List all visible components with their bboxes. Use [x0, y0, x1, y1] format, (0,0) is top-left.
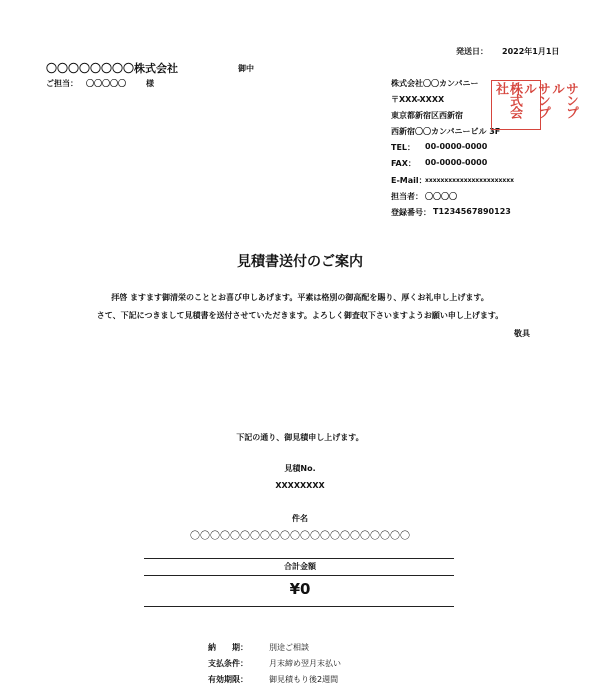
sender-person: 〇〇〇〇 — [425, 192, 457, 201]
sender-address-1: 東京都新宿区西新宿 — [391, 111, 463, 120]
payment-value: 月末締め翌月末払い — [269, 659, 341, 668]
seal-column: サンプル — [549, 82, 578, 118]
payment-label: 支払条件： — [208, 659, 248, 668]
company-seal-stamp — [491, 80, 578, 130]
seal-column: 株式会社 — [493, 82, 522, 118]
sender-email-label: E-Mail： — [391, 176, 427, 185]
total-label: 合計金額 — [284, 562, 316, 571]
recipient-honorific: 御中 — [238, 64, 254, 73]
sender-fax-label: FAX： — [391, 159, 416, 168]
document-title: 見積書送付のご案内 — [237, 254, 363, 270]
sender-fax: 00-0000-0000 — [425, 158, 488, 167]
sender-tel: 00-0000-0000 — [425, 142, 488, 151]
delivery-label: 納 期： — [208, 643, 248, 652]
sender-postal: 〒XXX-XXXX — [391, 95, 445, 104]
total-amount: ¥0 — [289, 580, 311, 598]
total-bottom-divider — [144, 606, 454, 607]
issue-date: 2022年1月1日 — [502, 47, 560, 56]
recipient-contact-name: 〇〇〇〇〇 — [86, 79, 126, 88]
summary-intro: 下記の通り、御見積申し上げます。 — [236, 433, 364, 442]
subject-value: 〇〇〇〇〇〇〇〇〇〇〇〇〇〇〇〇〇〇〇〇〇〇 — [190, 531, 410, 542]
issue-date-label: 発送日： — [456, 47, 488, 56]
sender-email: xxxxxxxxxxxxxxxxxxxxxxx — [425, 177, 515, 184]
estimate-no: XXXXXXXX — [275, 481, 325, 490]
recipient-contact-honorific: 様 — [146, 79, 154, 88]
recipient-company: 〇〇〇〇〇〇〇〇株式会社 — [46, 62, 178, 75]
body-line-1: 拝啓 ますます御清栄のこととお喜び申しあげます。平素は格別の御高配を賜り、厚くお礼申し上げます。 — [111, 293, 489, 302]
sender-person-label: 担当者： — [391, 192, 423, 201]
body-closing: 敬具 — [514, 329, 530, 338]
sender-reg: T1234567890123 — [433, 207, 511, 216]
estimate-no-label: 見積No. — [284, 464, 316, 473]
validity-label: 有効期限： — [208, 675, 248, 684]
seal-column: サンプル — [521, 82, 550, 118]
recipient-contact-label: ご担当： — [46, 79, 78, 88]
delivery-value: 別途ご相談 — [269, 643, 309, 652]
subject-label: 件名 — [292, 514, 308, 523]
validity-value: 御見積もり後2週間 — [269, 675, 339, 684]
sender-address-2: 西新宿〇〇カンパニービル 3F — [391, 127, 501, 136]
total-middle-divider — [144, 575, 454, 576]
sender-company: 株式会社〇〇カンパニー — [391, 79, 479, 88]
total-top-divider — [144, 558, 454, 559]
body-line-2: さて、下記につきまして見積書を送付させていただきます。よろしく御査収下さいますようお願い申し上げます。 — [96, 311, 504, 320]
sender-reg-label: 登録番号： — [391, 208, 431, 217]
sender-tel-label: TEL： — [391, 143, 416, 152]
